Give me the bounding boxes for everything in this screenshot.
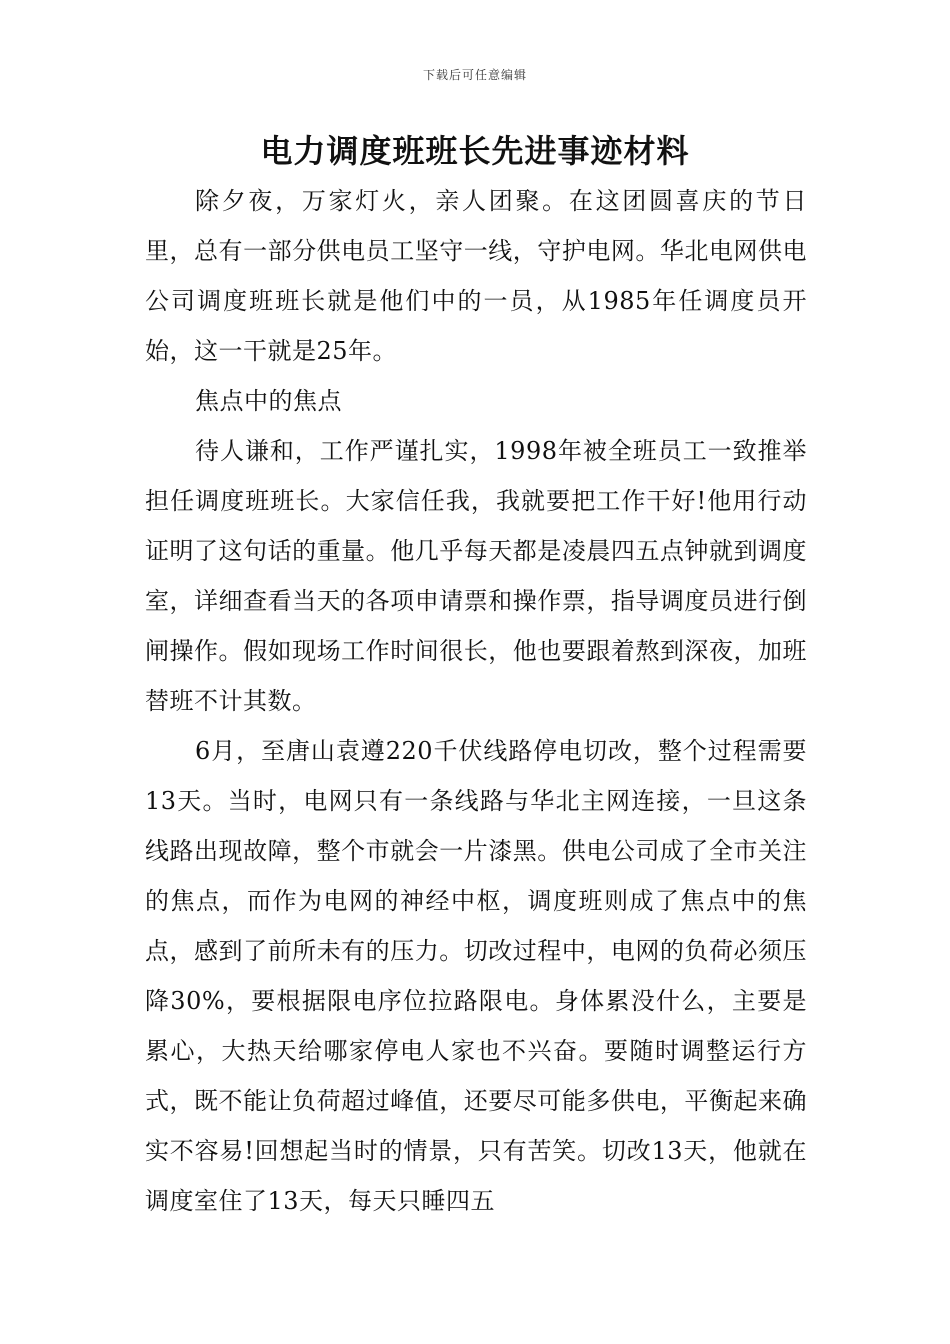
paragraph-intro: 除夕夜，万家灯火，亲人团聚。在这团圆喜庆的节日里，总有一部分供电员工坚守一线，守护电网。华北电网供电公司调度班班长就是他们中的一员，从1985年任调度员开始，这一干就是25年。 [145, 187, 807, 365]
document-body [145, 176, 807, 1226]
paragraph-line-cutover: 6月，至唐山袁遵220千伏线路停电切改，整个过程需要13天。当时，电网只有一条线路与华北主网连接，一旦这条线路出现故障，整个市就会一片漆黑。供电公司成了全市关注的焦点，而作为电网的神经中枢，调度班则成了焦点中的焦点，感到了前所未有的压力。切改过程中，电网的负荷必须压降30%，要根据限电序位拉路限电。身体累没什么，主要是累心，大热天给哪家停电人家也不兴奋。要随时调整运行方式，既不能让负荷超过峰值，还要尽可能多供电，平衡起来确实不容易!回想起当时的情景，只有苦笑。切改13天，他就在调度室住了13天，每天只睡四五 [145, 737, 807, 1215]
document-title: 电力调度班班长先进事迹材料 [260, 132, 690, 170]
section-heading: 焦点中的焦点 [195, 387, 342, 415]
paragraph-leadership: 待人谦和，工作严谨扎实，1998年被全班员工一致推举担任调度班班长。大家信任我，我就要把工作干好!他用行动证明了这句话的重量。他几乎每天都是凌晨四五点钟就到调度室，详细查看当天的各项申请票和操作票，指导调度员进行倒闸操作。假如现场工作时间很长，他也要跟着熬到深夜，加班替班不计其数。 [145, 437, 807, 715]
header-note: 下载后可任意编辑 [422, 68, 527, 82]
